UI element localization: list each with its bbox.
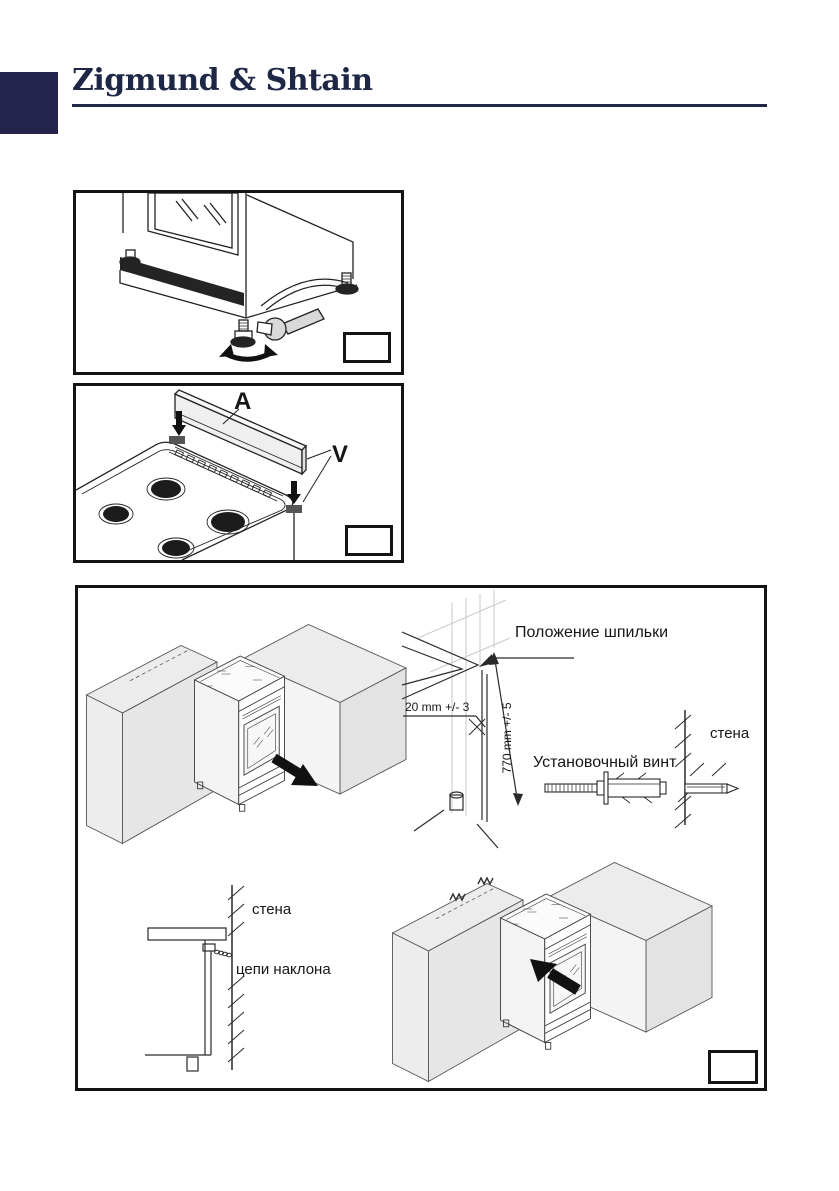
worktop-slab xyxy=(148,928,226,951)
oven-door-glass-inner xyxy=(155,193,232,248)
scene-push-in xyxy=(393,863,713,1082)
right-foot xyxy=(336,273,358,294)
brand-logo: Zigmund & Shtain xyxy=(72,63,373,98)
figure1-number-box xyxy=(343,332,391,363)
stove-back-panel xyxy=(145,940,211,1071)
wall-top-label: стена xyxy=(710,725,750,742)
burners xyxy=(99,478,249,558)
down-arrow-right xyxy=(287,481,301,504)
glass-reflection-marks xyxy=(176,199,226,225)
side-view-chain-drawing xyxy=(145,885,244,1071)
dim-height-label: 770 mm +/- 5 xyxy=(500,702,514,774)
figure-installation xyxy=(75,585,767,1091)
left-foot xyxy=(120,250,140,267)
mounting-screw-drawing xyxy=(545,772,666,804)
plinth-curve-inner xyxy=(266,285,344,310)
hob-inner-rim xyxy=(82,450,285,554)
wall-bottom-label: стена xyxy=(252,901,292,918)
mount-pad-right xyxy=(286,505,302,513)
label-a: A xyxy=(234,388,252,415)
figure-backguard-mounting xyxy=(73,383,404,563)
brand-accent-square xyxy=(0,72,58,134)
stud-position-label: Положение шпильки xyxy=(515,624,669,641)
mounting-screw-label: Установочный винт xyxy=(533,754,677,771)
front-adjustable-foot xyxy=(231,320,255,347)
label-v-leader-2 xyxy=(303,456,331,502)
mount-pad-left xyxy=(169,436,185,444)
wrench-icon xyxy=(257,309,324,340)
tilt-chain xyxy=(215,950,232,957)
figure2-number-box xyxy=(345,525,393,556)
scene-pull-out xyxy=(87,625,407,844)
header-rule xyxy=(72,104,767,107)
figure-leveling-feet xyxy=(73,190,404,375)
dim-offset-label: 20 mm +/- 3 xyxy=(405,700,470,714)
wall-stud-screw xyxy=(685,784,738,793)
label-v-leader-1 xyxy=(307,450,331,459)
plinth-curve-outer xyxy=(261,279,348,306)
figure3-number-box xyxy=(708,1050,758,1084)
label-v: V xyxy=(332,441,349,468)
installation-drawing xyxy=(78,588,764,1088)
right-side-top-edge xyxy=(247,195,353,279)
tilt-chains-label: цепи наклона xyxy=(236,961,331,978)
